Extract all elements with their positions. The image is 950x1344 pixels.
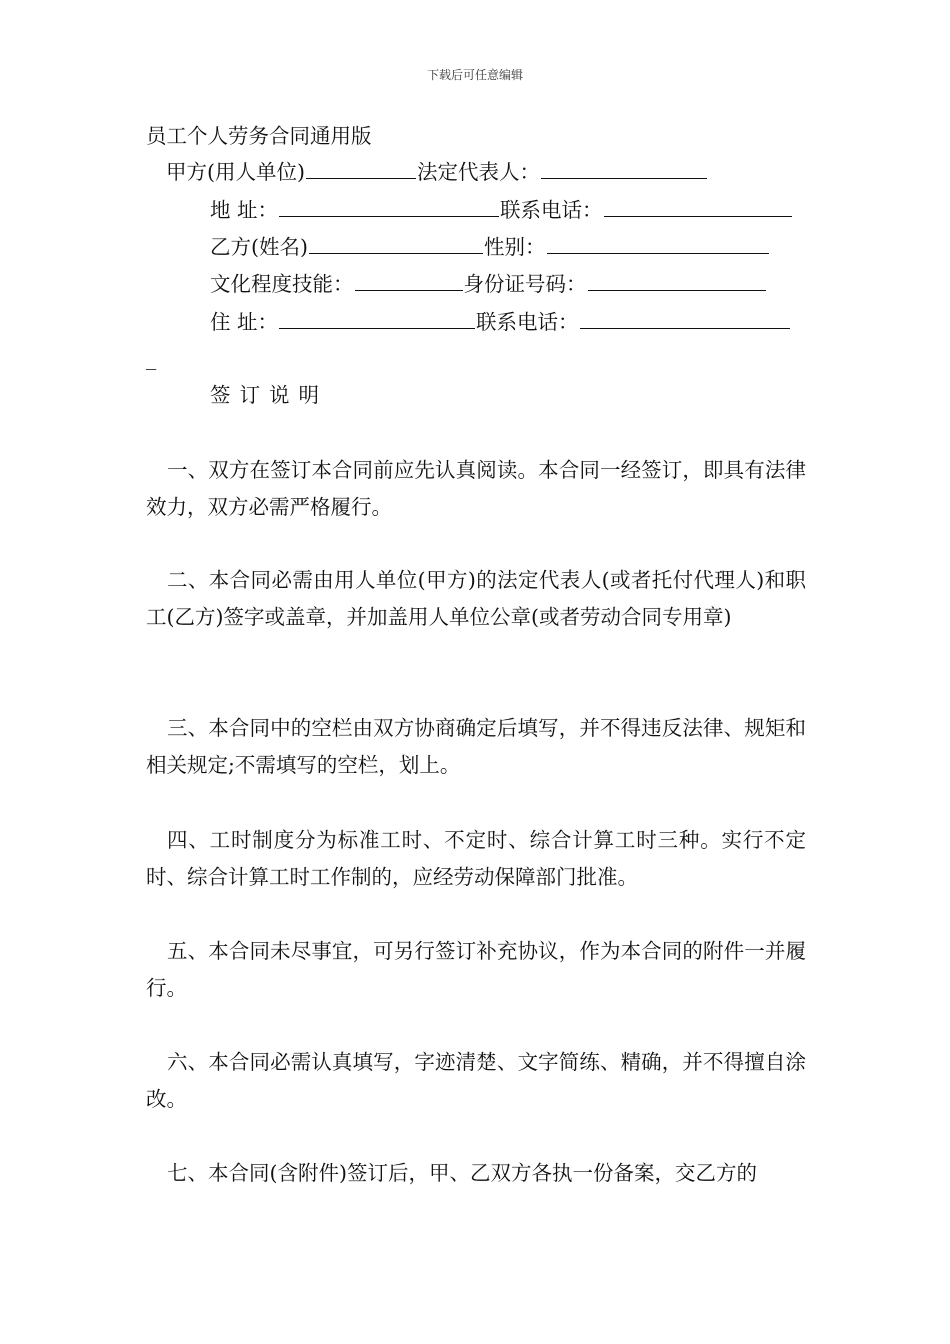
paragraph-1: 一、双方在签订本合同前应先认真阅读。本合同一经签订，即具有法律效力，双方必需严格履行。 <box>146 458 806 519</box>
paragraph-5: 五、本合同未尽事宜，可另行签订补充协议，作为本合同的附件一并履行。 <box>146 939 806 1000</box>
paragraph-3: 三、本合同中的空栏由双方协商确定后填写，并不得违反法律、规矩和相关规定;不需填写的空栏，划上。 <box>146 716 806 777</box>
header-note: 下载后可任意编辑 <box>426 68 523 82</box>
contact-phone-2-label: 联系电话： <box>476 310 579 334</box>
paragraph-7: 七、本合同(含附件)签订后，甲、乙双方各执一份备案，交乙方的 <box>167 1161 757 1185</box>
party-a-blank[interactable] <box>306 160 416 179</box>
trailing-blank: _ <box>146 346 157 370</box>
party-a-line <box>166 160 708 184</box>
paragraph-4: 四、工时制度分为标准工时、不定时、综合计算工时三种。实行不定时、综合计算工时工作制的，应经劳动保障部门批准。 <box>146 828 806 889</box>
document-title: 员工个人劳务合同通用版 <box>146 124 372 148</box>
contact-phone-blank[interactable] <box>604 198 792 217</box>
address-blank[interactable] <box>279 198 499 217</box>
party-b-blank[interactable] <box>309 235 483 254</box>
education-skill-blank[interactable] <box>355 272 463 291</box>
id-number-label: 身份证号码： <box>463 272 587 296</box>
id-number-blank[interactable] <box>588 272 766 291</box>
legal-rep-label: 法定代表人： <box>417 160 540 184</box>
party-b-label: 乙方(姓名) <box>210 235 308 259</box>
gender-label: 性别： <box>484 235 546 259</box>
section-heading: 签订说明 <box>210 383 328 407</box>
education-line <box>210 272 767 296</box>
address-label: 地 址： <box>210 198 279 222</box>
contact-phone-label: 联系电话： <box>500 198 603 222</box>
contact-phone-2-blank[interactable] <box>580 310 790 329</box>
education-skill-label: 文化程度技能： <box>210 272 354 296</box>
paragraph-6: 六、本合同必需认真填写，字迹清楚、文字简练、精确，并不得擅自涂改。 <box>146 1050 806 1111</box>
residence-line <box>210 310 791 334</box>
legal-rep-blank[interactable] <box>541 160 707 179</box>
paragraph-2: 二、本合同必需由用人单位(甲方)的法定代表人(或者托付代理人)和职工(乙方)签字或盖章，并加盖用人单位公章(或者劳动合同专用章) <box>146 568 806 629</box>
party-b-line <box>210 235 770 259</box>
gender-blank[interactable] <box>547 235 769 254</box>
party-a-label: 甲方(用人单位) <box>166 160 305 184</box>
residence-blank[interactable] <box>279 310 475 329</box>
residence-label: 住 址： <box>210 310 279 334</box>
address-line <box>210 198 793 222</box>
